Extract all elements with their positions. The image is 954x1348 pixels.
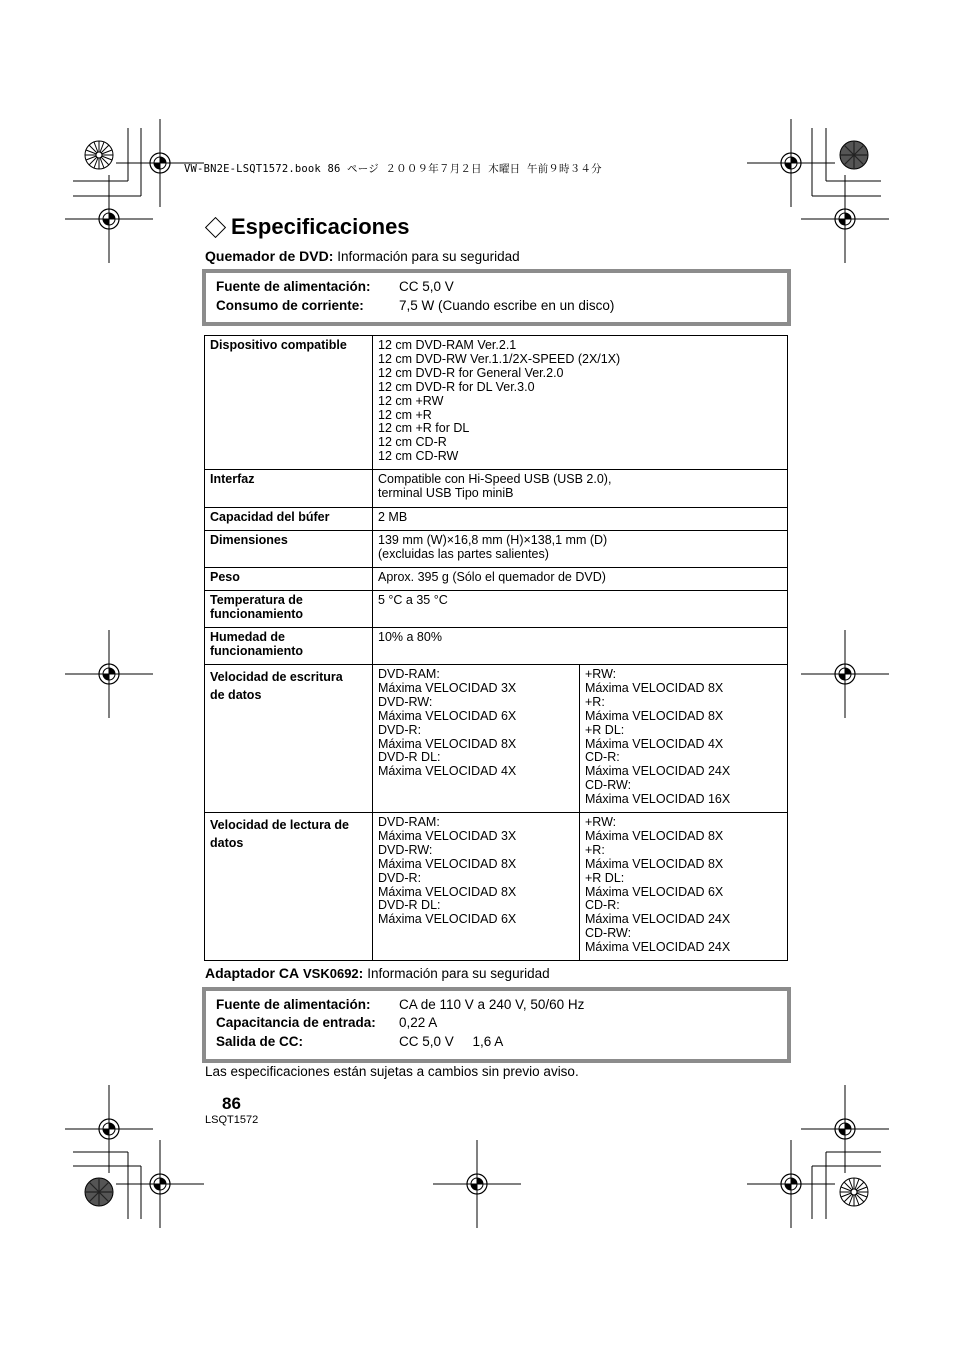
text-line: 12 cm DVD-R for DL Ver.3.0 — [378, 379, 535, 394]
read-speed-left — [373, 813, 580, 961]
text-line: CD-R: — [585, 750, 620, 765]
dvd-heading-note: Información para su seguridad — [337, 249, 520, 264]
ac-heading-colon: : — [358, 965, 364, 981]
text-line: DVD-R: — [378, 722, 422, 737]
humidity-value: 10% a 80% — [373, 628, 788, 665]
text-line: CD-RW: — [585, 778, 632, 793]
row-label-buffer: Capacidad del búfer — [205, 508, 373, 531]
text-line: Máxima VELOCIDAD 6X — [378, 912, 517, 927]
row-label-dimensions: Dimensiones — [205, 531, 373, 568]
text-line: Máxima VELOCIDAD 3X — [378, 828, 517, 843]
text-line: funcionamiento — [210, 643, 304, 658]
text-line: 12 cm +R for DL — [378, 421, 470, 436]
page-code: LSQT1572 — [205, 1114, 259, 1126]
row-label-interface: Interfaz — [205, 470, 373, 508]
text-line: +R: — [585, 694, 605, 709]
table-row — [205, 813, 788, 961]
text-line: Máxima VELOCIDAD 24X — [585, 940, 731, 955]
ac-source-value: CA de 110 V a 240 V, 50/60 Hz — [399, 997, 585, 1012]
page-number: 86 — [222, 1094, 241, 1113]
table-row — [205, 591, 788, 628]
text-line: Velocidad de lectura de — [210, 818, 349, 832]
text-line: Temperatura de — [210, 593, 303, 607]
ac-heading-note: Información para su seguridad — [367, 966, 550, 981]
page-title — [203, 214, 410, 240]
text-line: 12 cm +R — [378, 407, 432, 422]
text-line: 12 cm +RW — [378, 393, 444, 408]
print-header-line: VW-BN2E-LSQT1572.book 86 ページ ２００９年７月２日 木曜日 午前９時３４分 — [184, 163, 602, 175]
text-line: Máxima VELOCIDAD 3X — [378, 680, 517, 695]
dimensions-value — [373, 531, 788, 568]
row-label-weight: Peso — [205, 568, 373, 591]
text-line: datos — [210, 836, 244, 850]
specifications-footnote: Las especificaciones están sujetas a cambios sin previo aviso. — [205, 1064, 579, 1079]
text-line: 12 cm CD-RW — [378, 449, 459, 464]
row-label-write-speed — [205, 665, 373, 813]
table-row — [205, 665, 788, 813]
ac-heading-label: Adaptador CA — [205, 965, 300, 981]
text-line: Compatible con Hi-Speed USB (USB 2.0), — [378, 472, 612, 486]
ac-source-label: Fuente de alimentación: — [216, 997, 371, 1012]
text-line: Máxima VELOCIDAD 24X — [585, 912, 731, 927]
write-speed-left — [373, 665, 580, 813]
weight-value: Aprox. 395 g (Sólo el quemador de DVD) — [373, 568, 788, 591]
text-line: +R: — [585, 842, 605, 857]
table-row — [205, 531, 788, 568]
buffer-value: 2 MB — [373, 508, 788, 531]
text-line: DVD-RAM: — [378, 667, 440, 681]
ac-capacitance-row — [216, 1015, 438, 1030]
text-line: Máxima VELOCIDAD 6X — [585, 884, 724, 899]
table-row — [205, 470, 788, 508]
text-line: Máxima VELOCIDAD 24X — [585, 764, 731, 779]
row-label-read-speed — [205, 813, 373, 961]
text-line: CD-R: — [585, 898, 620, 913]
spec-table — [204, 335, 788, 961]
text-line: Máxima VELOCIDAD 8X — [378, 736, 517, 751]
text-line: Máxima VELOCIDAD 4X — [585, 736, 724, 751]
compatible-list — [373, 336, 788, 470]
text-line: Máxima VELOCIDAD 8X — [378, 856, 517, 871]
ac-capacitance-label: Capacitancia de entrada: — [216, 1015, 376, 1030]
table-row — [205, 568, 788, 591]
ac-heading-model: VSK0692 — [303, 966, 359, 981]
temperature-value: 5 °C a 35 °C — [373, 591, 788, 628]
dvd-power-row — [216, 279, 454, 294]
table-row — [205, 508, 788, 531]
text-line: Máxima VELOCIDAD 6X — [378, 708, 517, 723]
table-row — [205, 336, 788, 470]
text-line: +R DL: — [585, 722, 625, 737]
text-line: CD-RW: — [585, 926, 632, 941]
dvd-heading-label: Quemador de DVD: — [205, 248, 334, 264]
dvd-burner-heading — [205, 248, 520, 264]
text-line: 139 mm (W)×16,8 mm (H)×138,1 mm (D) — [378, 533, 608, 547]
interface-value — [373, 470, 788, 508]
row-label-temperature — [205, 591, 373, 628]
page-title-text: Especificaciones — [231, 214, 410, 239]
ac-output-label: Salida de CC: — [216, 1034, 304, 1049]
text-line: de datos — [210, 688, 262, 702]
text-line: 12 cm DVD-R for General Ver.2.0 — [378, 365, 564, 380]
text-line: +R DL: — [585, 870, 625, 885]
text-line: DVD-RW: — [378, 694, 433, 709]
text-line: Máxima VELOCIDAD 8X — [585, 680, 724, 695]
dvd-consumption-label: Consumo de corriente: — [216, 298, 364, 313]
ac-output-value: CC 5,0 V 1,6 A — [399, 1034, 504, 1049]
text-line: Máxima VELOCIDAD 8X — [585, 828, 724, 843]
dvd-power-value: CC 5,0 V — [399, 279, 454, 294]
text-line: Velocidad de escritura — [210, 670, 343, 684]
write-speed-right — [580, 665, 788, 813]
text-line: funcionamiento — [210, 606, 304, 621]
ac-adaptor-heading — [205, 965, 550, 981]
dvd-consumption-row — [216, 298, 615, 313]
ac-power-box — [202, 987, 791, 1063]
text-line: 12 cm DVD-RW Ver.1.1/2X-SPEED (2X/1X) — [378, 351, 621, 366]
text-line: 12 cm CD-R — [378, 435, 447, 450]
text-line: Humedad de — [210, 630, 286, 644]
row-label-compatible: Dispositivo compatible — [205, 336, 373, 470]
diamond-icon — [205, 216, 226, 237]
text-line: Máxima VELOCIDAD 16X — [585, 792, 731, 807]
read-speed-right — [580, 813, 788, 961]
dvd-power-label: Fuente de alimentación: — [216, 279, 371, 294]
text-line: +RW: — [585, 667, 617, 681]
ac-source-row — [216, 997, 585, 1012]
text-line: Máxima VELOCIDAD 8X — [585, 856, 724, 871]
text-line: DVD-R DL: — [378, 750, 441, 765]
dvd-consumption-value: 7,5 W (Cuando escribe en un disco) — [399, 298, 615, 313]
ac-output-row — [216, 1034, 504, 1049]
text-line: DVD-R DL: — [378, 898, 441, 913]
table-row — [205, 628, 788, 665]
text-line: Máxima VELOCIDAD 4X — [378, 764, 517, 779]
text-line: terminal USB Tipo miniB — [378, 485, 514, 500]
text-line: DVD-R: — [378, 870, 422, 885]
text-line: (excluidas las partes salientes) — [378, 546, 549, 561]
text-line: Máxima VELOCIDAD 8X — [585, 708, 724, 723]
row-label-humidity — [205, 628, 373, 665]
text-line: Máxima VELOCIDAD 8X — [378, 884, 517, 899]
text-line: DVD-RW: — [378, 842, 433, 857]
text-line: DVD-RAM: — [378, 815, 440, 829]
ac-capacitance-value: 0,22 A — [399, 1015, 438, 1030]
text-line: 12 cm DVD-RAM Ver.2.1 — [378, 338, 517, 352]
dvd-power-box — [202, 269, 791, 326]
text-line: +RW: — [585, 815, 617, 829]
